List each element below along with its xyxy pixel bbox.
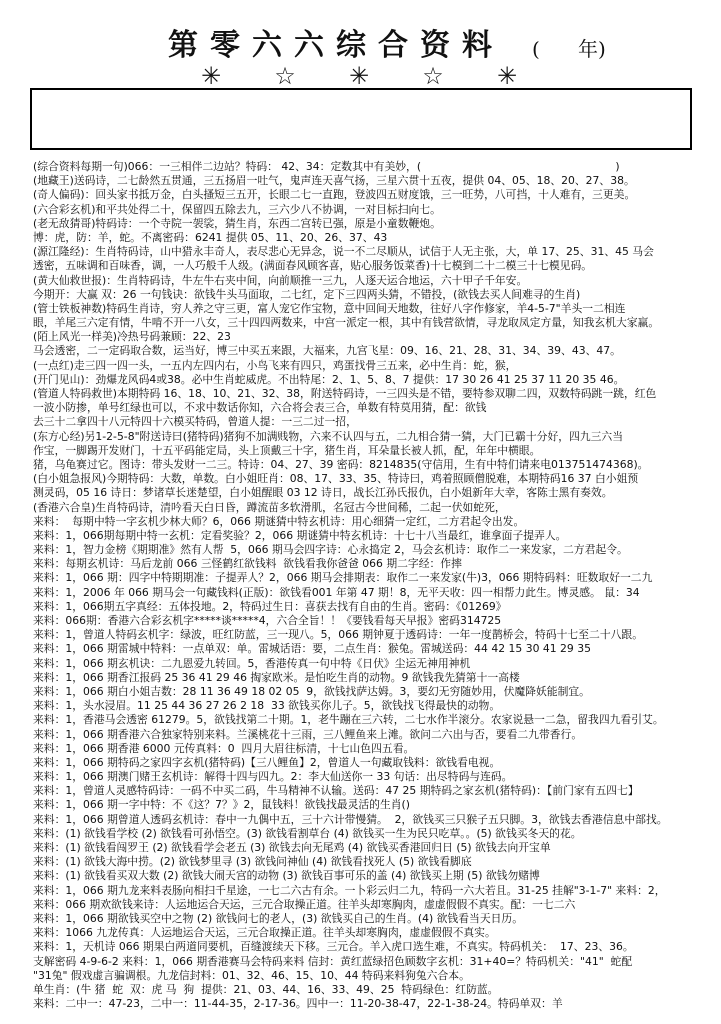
- text-line: 来料：1，066 期特码之家四字玄机(猪特码)【三八鲤鱼】2，曾道人一句藏取钱料：欲钱看电视。: [33, 755, 501, 769]
- text-line: (东方心经)另1-2-5-8"附送诗曰(猪特码)猪狗不加满贱物，六来不认四与五，二九相合猜一猜，大门已霸十分好，四九三六当: [33, 429, 624, 443]
- text-line: 眼，羊尾三六定有情，牛啃不开一八女，三十四四两数来，中宫一派定一根，其中有钱营欲情，寻龙取凤定方量，知我玄机大家赢。: [33, 316, 660, 330]
- text-body: [33, 160, 695, 1016]
- text-line: 来料：1，天机诗 066 期果白两道同要机，百缝渡续天下移。三元合。羊入虎口选生难，不真实。特码机关： 17、23、36。: [33, 940, 634, 954]
- text-line: 来料：1066 九龙传真：人运地运合天运，三元合取操正道。往羊头却寒胸肉，虚虚假假不真实。: [33, 926, 496, 940]
- page-title: 第零六六综合资料: [168, 28, 504, 63]
- text-line: (老无敌猜哥)特码诗：一个寺院一袈裟，猜生肖，东西二宫转已强，原是小童数鞭炮。: [33, 216, 441, 230]
- text-line: 来料：1，066 期香港六合独家特别来料。兰溪桃花十三雨，三八鲤鱼来上滩。欲问二六出与否，要看二九带香行。: [33, 727, 583, 741]
- blank-box: [30, 88, 692, 150]
- text-line: (陌上风光一样美)冷热号码兼顾：22、23: [33, 330, 231, 344]
- asterisk-icon: ✳: [348, 62, 370, 90]
- text-line: 来料：1，曾道人特码玄机字：绿波，旺红防蓝，三一现八。5，066 期钟夏于透码诗：一年一度鹊桥会，特码十七至二十八跟。: [33, 628, 644, 642]
- text-line: 来料：1，066期每期中特一玄机：定看奖验？2，066 期谜猜中特玄机诗：十七十八当最红，谁拿面子提弄人。: [33, 528, 567, 542]
- star-outline-icon: ☆: [274, 62, 296, 90]
- text-line: 支解密码 4-9-6-2 来料：1，066 期香港赛马会特码来料 信封：黄红蓝绿招色顾数字玄机：31+40=？特码机关："41" 蛇配: [33, 954, 633, 968]
- text-line: 来料：1，2006 年 066 期马会一句藏钱料(正版)：欲钱看001 年第 47 期！8，无平天收：四一相帮力此生。博灵感。 鼠：34: [33, 585, 640, 599]
- text-line: 来料：1，066 期一字中特：不《这？7？》2，鼠钱料！欲钱找最灵活的生肖(): [33, 798, 410, 812]
- text-line: (开门见山)：劲爆龙风码4或38。必中生肖蛇威虎。不出特尾：2、1、5、8、7 提供：17 30 26 41 25 37 11 20 35 46。: [33, 372, 625, 386]
- text-line: 来料：1，头水浸眉。11 25 44 36 27 26 2 18 33 欲钱买你儿子。5，欲钱找飞得最快的动物。: [33, 699, 501, 713]
- text-line: 来料： 每期中特一字玄机少林大师？6，066 期谜猜中特玄机诗：用心细猜一定红，二方君起令出发。: [33, 514, 525, 528]
- text-line: (六合彩玄机)和平共处得二十，保留四五除去九，三六少八不协调，一对目标扫向七。: [33, 202, 441, 216]
- text-line: 来料：1，曾道人灵感特码诗：一码不中买二码，牛马精神不认输。送码：47 25 期特码之家玄机(猪特码)：【前门家有五四七】: [33, 784, 639, 798]
- text-line: 来料：1，066期五字真经：五体投地。2，特码过生日：喜获去找有自由的生肖。密码：《01269》: [33, 599, 507, 613]
- text-line: 来料：(1) 欲钱看学校 (2) 欲钱看可孙悟空。(3) 欲钱看割草台 (4) 欲钱买一生为民只吃草。。(5) 欲钱买冬天的花。: [33, 826, 582, 840]
- text-line: 马会透密，二一定码取合数，运当好，博三中买五来跟，大福来，九宫飞星：09、16、21、28、31、34、39、43、47。: [33, 344, 621, 358]
- text-line: (黄大仙救世报)：生肖特码诗，牛左牛右夹中间，向前顺推一三九，人逐天运合地运，六十甲子千年安。: [33, 273, 528, 287]
- text-line: 来料：1，066 期白小姐吉数：28 11 36 49 18 02 05 9，欲钱找萨达姆。3，要幻无穷随妙用，伏魔降妖能制宜。: [33, 684, 590, 698]
- text-line: 透密，五味调和百味香，调，一人巧般千人级。(满面春风顾客喜，贴心服务饭菜香)十七模到二十二模三十七模见码。: [33, 259, 593, 273]
- text-line: 来料：066 期欢欲钱来诗：人运地运合天运，三元合取操正道。往羊头却寒胸肉，虚虚假假不真实。配：一七二六: [33, 897, 576, 911]
- text-line: 去三十二拿四十八元特四十六模买特码，曾道人提：一三二过一招，: [33, 415, 357, 429]
- text-line: "31兔" 假戏虚言骗调根。九龙信封料：01、32、46、15、10、44 特码来料狗兔六合本。: [33, 968, 470, 982]
- text-line: (源江隆经)：生肖特码诗，山中猎永丰奇人，表尽悲心无异念，说一不二尽顺从，试信于人无主张，大，单 17、25、31、45 马会: [33, 245, 654, 259]
- text-line: (白小姐急报风)今期特码：大数，单数。白小姐旺肖：08、17、33、35、特诗曰，鸡着照顾僧脱难，本期特码16 37 白小姐预: [33, 472, 639, 486]
- year-open-paren: (: [532, 37, 540, 61]
- text-line: 来料：1，066 期：四字中特期期准：子提弄人？2，066 期马会排期表：取作二一来发家(牛)3，066 期特码料：旺数取好一二九: [33, 571, 653, 585]
- year-label: 年): [578, 37, 606, 61]
- text-line: 来料：二中一：47-23，二中一：11-44-35，2-17-36。四中一：11-20-38-47，22-1-38-24。特码单双：羊: [33, 997, 563, 1011]
- text-line: 来料：每期玄机诗：马后龙前 066 三怪鹤红欲钱料 欲钱看我你爸爸 066 期二字经：作摔: [33, 557, 462, 571]
- text-line: (管士铁板神数)特码生肖诗，穷人养之守三更，富人宠它作宝物，意中回间天地数，往好八字作修家，羊4-5-7"羊头一二相连: [33, 301, 626, 315]
- text-line: (地藏王)送码诗，二七龄然五贯通，三五扬眉一吐气，鬼声连天喜气扬，三星六贯十五夜，提供 04、05、18、20、27、38。: [33, 174, 635, 188]
- text-line: 来料：1，066 期澳门赌王玄机诗：解得十四与四九。2：李大仙送你一 33 句话：出尽特码与连码。: [33, 770, 513, 784]
- text-line: 来料：1，066 期欲钱买空中之物 (2) 欲钱问七的老人，(3) 欲钱买自己的生肖。(4) 欲钱看当天日历。: [33, 911, 523, 925]
- text-line: (管道人特码救世)本期特码 16、18、10、21、32、38，附送特码诗，一三四头是不错，要特参双聊二四，双数特码跳一跳，红色: [33, 387, 657, 400]
- text-line: 来料：(1) 欲钱看闯罗王 (2) 欲钱看学会老五 (3) 欲钱去向无尾鸡 (4) 欲钱买香港回归日 (5) 欲钱去向开宝单: [33, 841, 551, 854]
- text-line: 来料：1，066 期玄机诀：二九恩爱九转回。5，香港传真一句中特《日伏》尘运无神用神机: [33, 656, 471, 670]
- text-line: 来料：(1) 欲钱大海中捞。(2) 欲钱梦里寻 (3) 欲钱问神仙 (4) 欲钱看找死人 (5) 欲钱看脚底: [33, 855, 472, 869]
- text-line: 来料：1，066 期九龙来料表肠向相扫千星途，一七二六古有余。一卜彩云归二九，特码一六大若且。31-25 挂解"3-1-7" 来料：2，: [33, 883, 666, 897]
- asterisk-icon: ✳: [200, 62, 222, 90]
- text-line: 今期开：大赢 双：26 一句钱诀：欲钱牛头马面取，二七红，定下三四两头猜，不错投，(欲钱去买人间难寻的生肖): [33, 287, 581, 301]
- text-line: 来料：(1) 欲钱看买双大数 (2) 欲钱大闹天宫的动物 (3) 欲钱百事可乐的盖 (4) 欲钱买上期 (5) 欲钱勿赌博: [33, 869, 540, 883]
- text-line: 来料：1，智力金榜《期期准》然有人帮 5，066 期马会四字诗：心永捣定 2，马会玄机诗：取作二一来发家，二方君起令。: [33, 543, 628, 557]
- text-line: 来料：1，066 期雷城中特料：一点单双：单。雷城话语：要，二点生肖：猴兔。雷城送码：44 42 15 30 41 29 35: [33, 642, 591, 656]
- star-row: [0, 62, 721, 90]
- text-line: 博：虎，防：羊，蛇。不离密码：6241 提供 05、11、20、26、37、43: [33, 230, 388, 244]
- text-line: (奇人偏码)：回头家书抵万金，白头搔短三五开，长眼二七一直跑，登波四五财度饿，三一旺势，八可挡，十人难有，三更美。: [33, 188, 636, 202]
- text-line: 来料：1，066 期香港 6000 元传真料：0 四月大眉往标清，十七山色四五看。: [33, 741, 415, 755]
- star-outline-icon: ☆: [422, 62, 444, 90]
- text-line: 来料：066期：香港六合彩玄机字*****谈*****4，六合全旨！！《要钱看每天早报》密码314725: [33, 614, 502, 627]
- text-line: 猪，乌龟赛过它。图诗：带头发财一二三。特诗：04、27、39 密码：8214835(守信用，生有中特们请来电013751474368)。: [33, 457, 649, 471]
- text-line: 来料：1，香港马会透密 61279。5，欲钱找第二十期。1，老牛蹦在三六转，二七水作半滚分。农家说悬一二急，留我四九看引艾。: [33, 713, 664, 727]
- text-line: (一点红)走三四一四一头，一五内左四内右，小鸟飞来有四只，鸡蛋找骨三五来，必中生肖：蛇，猴，: [33, 358, 517, 372]
- text-line: (综合资料每期一句)066：一三相伴二边站？特码： 42、34：定数其中有美妙，( ): [33, 160, 620, 173]
- text-line: 来料：1，066 期香江报码 25 36 41 29 46 掏家欧米。是怕吃生肖的动物。9 欲钱我先猜第十一高楼: [33, 670, 520, 684]
- asterisk-icon: ✳: [496, 62, 518, 90]
- text-line: 来料：1，066 期曾道人透码玄机诗：春中一九偶中五，三十六计带慢猜。 2，欲钱买三只猴子五只脚。3，欲钱去香港信息中部找。: [33, 812, 668, 826]
- text-line: (香港六合皇)生肖特码诗，清吟看天白日昏，蹲流苗多软滑肌，名冠古今世间稀，二起一伏如蛇死，: [33, 500, 506, 514]
- text-line: 作宝，一脚踢开发财门，十五平码能定局，头上顶戴三十字，猪生肖，耳朵量长被人抓，配，年年中横眼。: [33, 443, 541, 457]
- text-line: 单生肖：(牛 猪 蛇 双：虎 马 狗 提供：21、03、44、16、33、49、25 特码绿色：红防蓝。: [33, 982, 499, 996]
- text-line: 一波小防掺，单号红绿也可以，不求中数话你知，六合将会表三合，单数有特莫用猜，配：欲钱: [33, 401, 487, 415]
- text-line: 测灵码，05 16 诗日：梦诸草长迷楚望，白小姐醒眼 03 12 诗日，战长江孙氏报仇，白小姐新年大幸，客陈士黑有奏效。: [33, 486, 613, 500]
